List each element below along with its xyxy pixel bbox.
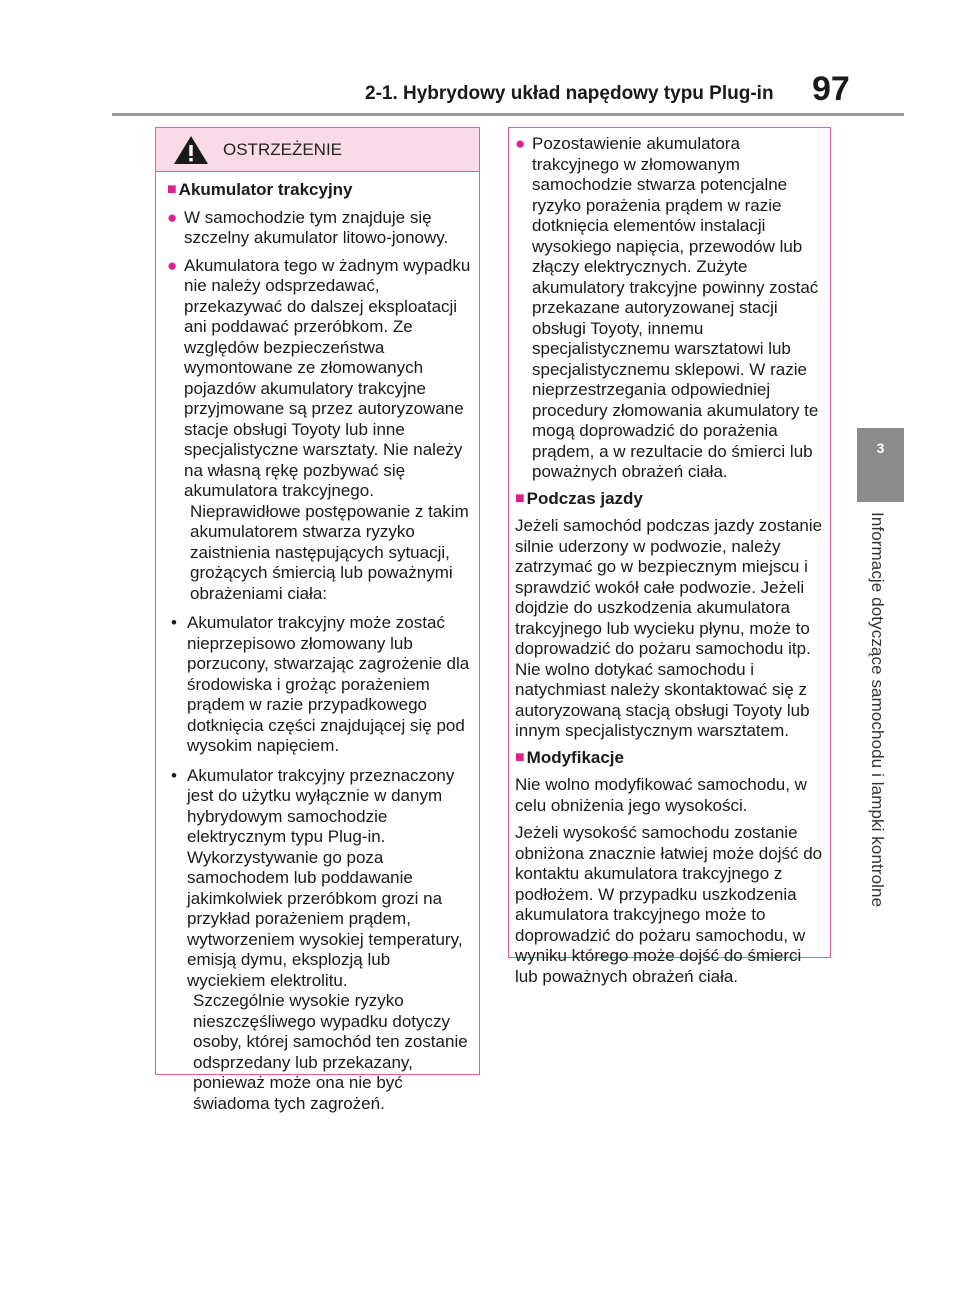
- warning-box-continued: [508, 127, 831, 986]
- section-title: Modyfikacje: [526, 747, 624, 767]
- page-header-title: 2-1. Hybrydowy układ napędowy typu Plug-in: [365, 83, 774, 104]
- square-bullet-icon: ■: [515, 489, 525, 507]
- warning-title: OSTRZEŻENIE: [223, 139, 343, 159]
- chapter-label: Informacje dotyczące samochodu i lampki kontrolne: [868, 512, 887, 908]
- section-heading: [515, 748, 826, 769]
- item-text: Pozostawienie akumulatora trakcyjnego w złomowanym samochodzie stwarza potencjalne ryzyko porażenia prądem w razie dotknięcia elementów instalacji wysokiego napięcia, przewodów lub złączy elektrycznych. Zużyte akumulatory trakcyjne powinny zostać przekazane autoryzowanej stacji obsługi Toyoty, innemu specjalistycznemu warsztatowi lub specjalistycznemu sklepowi. W razie nieprzestrzegania odpowiedniej procedury złomowania akumulatory te mogą doprowadzić do porażenia prądem, a w rezultacie do śmierci lub poważnych obrażeń ciała.: [532, 134, 819, 481]
- section-heading: [167, 180, 471, 201]
- warning-content: [509, 128, 830, 987]
- list-item: [167, 208, 471, 249]
- square-bullet-icon: ■: [515, 748, 525, 766]
- list-item: [167, 766, 471, 1115]
- header-divider: [112, 113, 904, 116]
- list-item: [515, 134, 826, 483]
- item-text: Akumulator trakcyjny przeznaczony jest do użytku wyłącznie w danym hybrydowym samochodzie elektrycznym typu Plug-in. Wykorzystywanie go poza samochodem lub poddawanie jakimkolwiek przeróbkom grozi na przykład porażeniem prądem, wytworzeniem wysokiej temperatury, emisją dymu, eksplozją lub wyciekiem elektrolitu.: [187, 765, 463, 990]
- list-item: [167, 613, 471, 757]
- paragraph: Nie wolno modyfikować samochodu, w celu obniżenia jego wysokości.: [515, 775, 807, 815]
- section-heading: [515, 489, 826, 510]
- item-text: Akumulatora tego w żadnym wypadku nie należy odsprzedawać, przekazywać do dalszej eksploatacji ani poddawać przeróbkom. Ze względów bezpieczeństwa wymontowane ze złomowanych pojazdów akumulatory trakcyjne przyjmowane są przez autoryzowane stacje obsługi Toyoty lub inne specjalistyczne warsztaty. Nie należy na własną rękę pozbywać się akumulatora trakcyjnego.: [184, 255, 471, 500]
- circle-bullet-icon: ●: [167, 207, 178, 227]
- warning-header: [156, 128, 479, 172]
- item-subtext: Nieprawidłowe postępowanie z takim akumulatorem stwarza ryzyko zaistnienia następujących sytuacji, grożących śmiercią lub poważnymi obrażeniami ciała:: [190, 501, 469, 603]
- paragraph: Jeżeli wysokość samochodu zostanie obniżona znacznie łatwiej może dojść do kontaktu akumulatora trakcyjnego z podłożem. W przypadku uszkodzenia akumulatora trakcyjnego może to doprowadzić do pożaru samochodu, w wyniku którego może dojść do śmierci lub poważnych obrażeń ciała.: [515, 823, 823, 986]
- paragraph: Jeżeli samochód podczas jazdy zostanie silnie uderzony w podwozie, należy zatrzymać go w bezpiecznym miejscu i sprawdzić wokół całe podwozie. Jeżeli dojdzie do uszkodzenia akumulatora trakcyjnego lub wycieku płynu, może to doprowadzić do pożaru samochodu itp. Nie wolno dotykać samochodu i natychmiast należy skontaktować się z autoryzowaną stacją obsługi Toyoty lub innym specjalistycznym warsztatem.: [515, 516, 823, 740]
- circle-bullet-icon: ●: [167, 255, 178, 275]
- warning-triangle-icon: [173, 135, 209, 165]
- list-item: [167, 256, 471, 605]
- item-subtext: Szczególnie wysokie ryzyko nieszczęśliwego wypadku dotyczy osoby, której samochód ten zostanie odsprzedany lub przekazany, ponieważ może ona nie być świadoma tych zagrożeń.: [193, 991, 468, 1113]
- bullet-dot-icon: •: [171, 765, 177, 785]
- page-number: 97: [812, 70, 850, 108]
- bullet-dot-icon: •: [171, 613, 177, 632]
- warning-content: [156, 180, 479, 1114]
- item-text: Akumulator trakcyjny może zostać nieprzepisowo złomowany lub porzucony, stwarzając zagrożenie dla środowiska i grożąc porażeniem prądem w razie przypadkowego dotknięcia części znajdującej się pod wysokim napięciem.: [187, 613, 470, 755]
- warning-box: [155, 127, 480, 1113]
- chapter-number: 3: [876, 440, 885, 456]
- circle-bullet-icon: ●: [515, 134, 526, 153]
- item-text: W samochodzie tym znajduje się szczelny akumulator litowo-jonowy.: [184, 207, 449, 247]
- chapter-tab: [857, 428, 904, 502]
- square-bullet-icon: ■: [167, 181, 177, 198]
- section-title: Podczas jazdy: [526, 488, 643, 508]
- section-title: Akumulator trakcyjny: [178, 180, 353, 199]
